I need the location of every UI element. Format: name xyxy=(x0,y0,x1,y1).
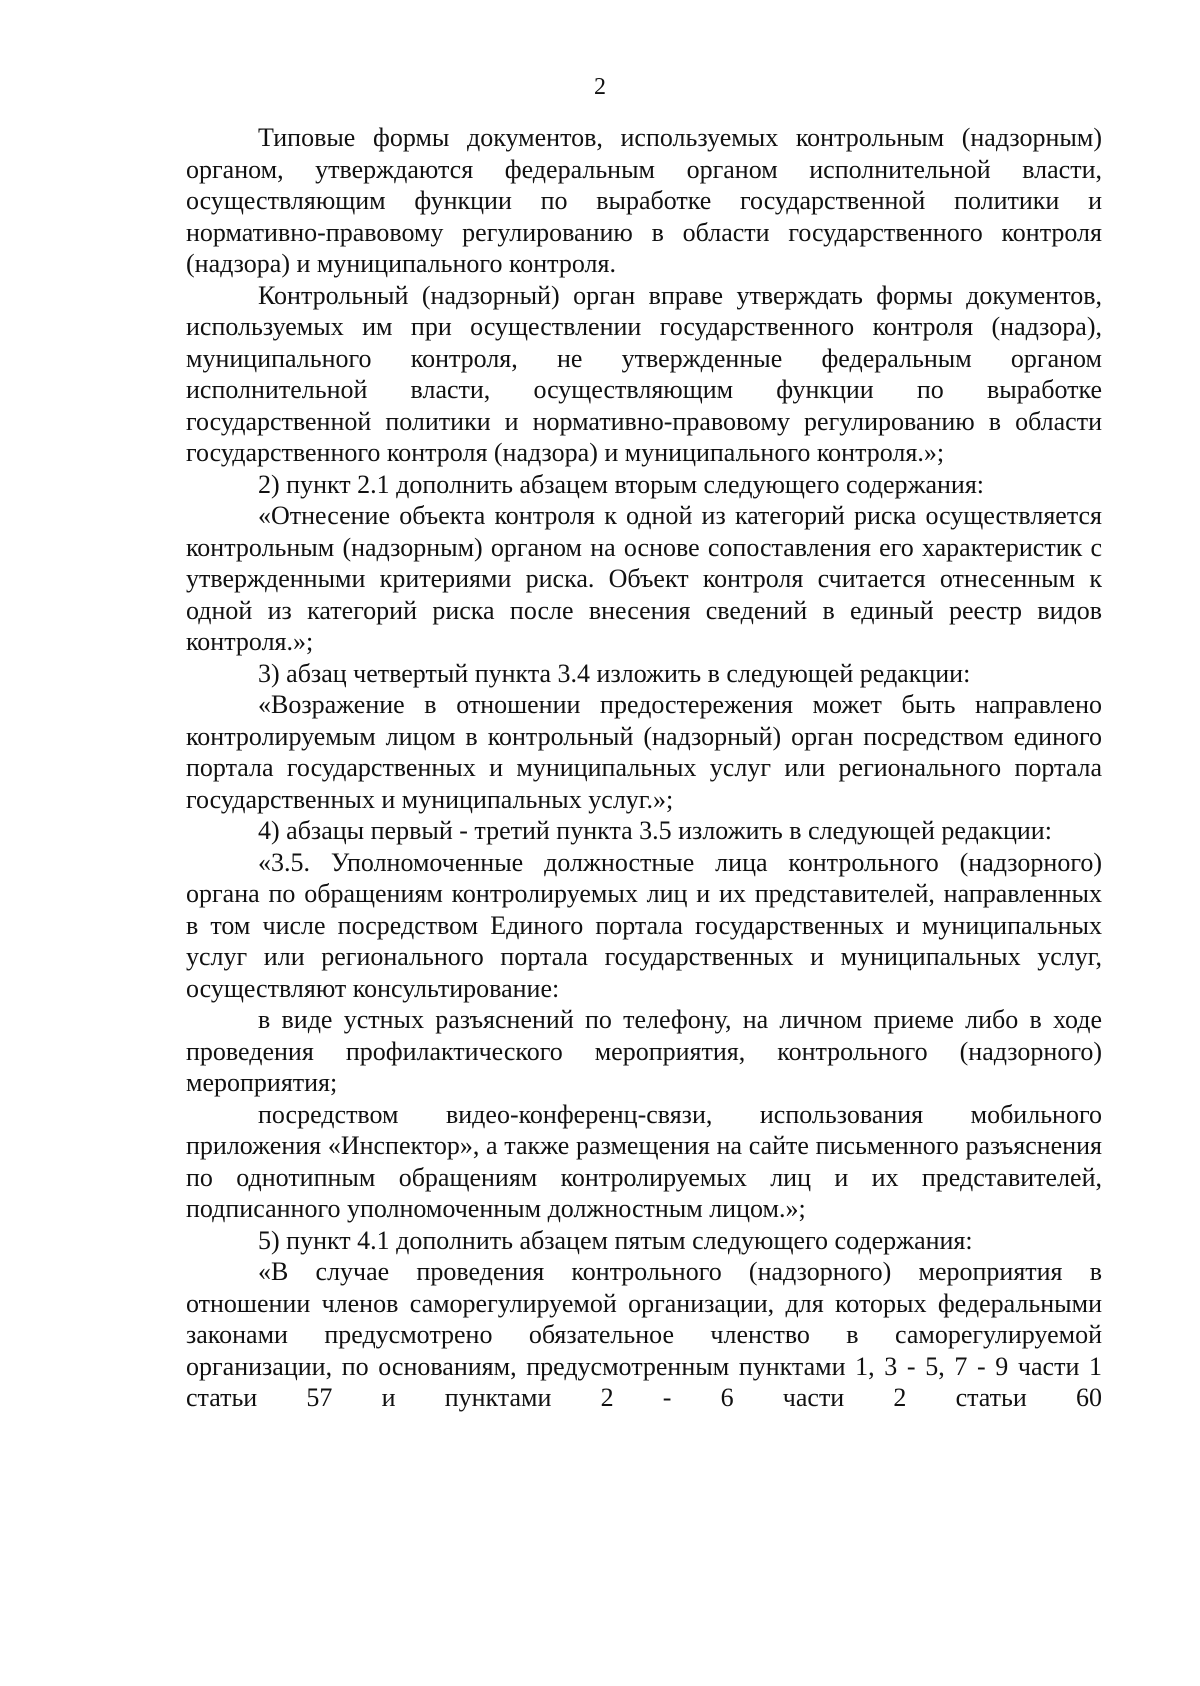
paragraph-item-5: 5) пункт 4.1 дополнить абзацем пятым следующего содержания: xyxy=(258,1225,973,1255)
paragraph-risk-category: «Отнесение объекта контроля к одной из категорий риска осуществляется контрольным (надзорным) органом на основе сопоставления его характеристик с утвержденными критериями риска. Объект контроля считается отнесенным к одной из категорий риска после внесения сведений в единый реестр видов контроля.»; xyxy=(186,501,1102,656)
paragraph-video-conference: посредством видео-конференц-связи, использования мобильного приложения «Инспектор», а также размещения на сайте письменного разъяснения по однотипным обращениям контролируемых лиц и их представителей, подписанного уполномоченным должностным лицом.»; xyxy=(186,1099,1102,1223)
paragraph-item-2: 2) пункт 2.1 дополнить абзацем вторым следующего содержания: xyxy=(258,469,985,499)
paragraph-item-4: 4) абзацы первый - третий пункта 3.5 изложить в следующей редакции: xyxy=(258,816,1052,845)
paragraph-control-body-forms: Контрольный (надзорный) орган вправе утверждать формы документов, используемых им при осуществлении государственного контроля (надзора), муниципального контроля, не утвержденные федеральным органом исполнительной власти, осуществляющим функции по выработке государственной политики и нормативно-правовому регулированию в области государственного контроля (надзора) и муниципального контроля.»; xyxy=(186,280,1102,467)
paragraph-clause-3-5: «3.5. Уполномоченные должностные лица контрольного (надзорного) органа по обращениям контролируемых лиц и их представителей, направленных в том числе посредством Единого портала государственных и муниципальных услуг или регионального портала государственных и муниципальных услуг, осуществляют консультирование: xyxy=(186,847,1102,1003)
page-number: 2 xyxy=(594,74,606,100)
paragraph-oral-explanations: в виде устных разъяснений по телефону, на личном приеме либо в ходе проведения профилактического мероприятия, контрольного (надзорного) мероприятия; xyxy=(186,1005,1102,1097)
paragraph-typical-forms: Типовые формы документов, используемых контрольным (надзорным) органом, утверждаются федеральным органом исполнительной власти, осуществляющим функции по выработке государственной политики и нормативно-правовому регулированию в области государственного контроля (надзора) и муниципального контроля. xyxy=(186,123,1102,278)
paragraph-objection: «Возражение в отношении предостережения может быть направлено контролируемым лицом в контрольный (надзорный) орган посредством единого портала государственных и муниципальных услуг или регионального портала государственных и муниципальных услуг.»; xyxy=(186,690,1102,814)
paragraph-item-3: 3) абзац четвертый пункта 3.4 изложить в следующей редакции: xyxy=(258,658,971,688)
document-body xyxy=(186,122,1102,1414)
paragraph-self-regulatory: «В случае проведения контрольного (надзорного) мероприятия в отношении членов саморегулируемой организации, для которых федеральными законами предусмотрено обязательное членство в саморегулируемой организации, по основаниям, предусмотренным пунктами 1, 3 - 5, 7 - 9 части 1 статьи 57 и пунктами 2 - 6 части 2 статьи 60 xyxy=(186,1257,1102,1412)
